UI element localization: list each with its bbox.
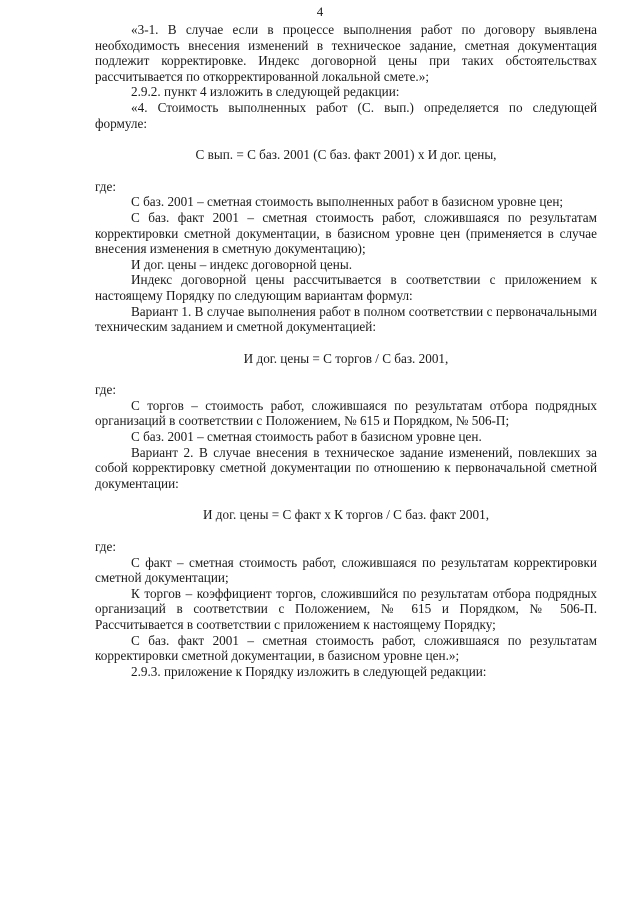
paragraph: Вариант 2. В случае внесения в техническое задание изменений, повлекших за собой корректировку сметной документации по отношению к первоначальной сметной документации: bbox=[95, 444, 597, 491]
paragraph: С баз. факт 2001 – сметная стоимость работ, сложившаяся по результатам корректировки сметной документации, в базисном уровне цен (применяется в случае внесения изменения в сметную документацию); bbox=[95, 209, 597, 257]
formula-line: И дог. цены = С факт х К торгов / С баз. факт 2001, bbox=[202, 507, 490, 523]
paragraph: «4. Стоимость выполненных работ (С. вып.) определяется по следующей формуле: bbox=[95, 99, 597, 131]
paragraph: К торгов – коэффициент торгов, сложившийся по результатам отбора подрядных организаций в соответствии с Положением, № 615 и Порядком, № 506-П. Рассчитывается в соответствии с приложением к настоящему Порядку; bbox=[95, 585, 597, 632]
paragraph: 2.9.2. пункт 4 изложить в следующей редакции: bbox=[131, 84, 400, 100]
paragraph: 2.9.3. приложение к Порядку изложить в следующей редакции: bbox=[131, 663, 487, 679]
formula-line: И дог. цены = С торгов / С баз. 2001, bbox=[243, 350, 449, 366]
paragraph: «3-1. В случае если в процессе выполнения работ по договору выявлена необходимость внесения изменений в техническое задание, сметная документация подлежит корректировке. Индекс договорной цены при таких обстоятельствах рассчитывается по откорректированной локальной смете.»; bbox=[95, 22, 597, 84]
paragraph: И дог. цены – индекс договорной цены. bbox=[131, 256, 352, 272]
formula-line: С вып. = С баз. 2001 (С баз. факт 2001) х И дог. цены, bbox=[195, 147, 497, 163]
paragraph: Вариант 1. В случае выполнения работ в полном соответствии с первоначальными техническим заданием и сметной документацией: bbox=[95, 303, 597, 335]
paragraph: С баз. 2001 – сметная стоимость выполненных работ в базисном уровне цен; bbox=[131, 194, 564, 210]
paragraph: С баз. факт 2001 – сметная стоимость работ, сложившаяся по результатам корректировки сметной документации, в базисном уровне цен.»; bbox=[95, 632, 597, 664]
paragraph: С торгов – стоимость работ, сложившаяся по результатам отбора подрядных организаций в соответствии с Положением, № 615 и Порядком, № 506-П; bbox=[95, 397, 597, 429]
page-number: 4 bbox=[316, 4, 324, 19]
paragraph: где: bbox=[95, 382, 116, 398]
document-body bbox=[95, 22, 597, 679]
paragraph: где: bbox=[95, 178, 116, 194]
paragraph: Индекс договорной цены рассчитывается в соответствии с приложением к настоящему Порядку по следующим вариантам формул: bbox=[95, 272, 597, 303]
paragraph: С баз. 2001 – сметная стоимость работ в базисном уровне цен. bbox=[131, 429, 482, 445]
paragraph: где: bbox=[95, 539, 116, 555]
paragraph: С факт – сметная стоимость работ, сложившаяся по результатам корректировки сметной документации; bbox=[95, 554, 597, 586]
